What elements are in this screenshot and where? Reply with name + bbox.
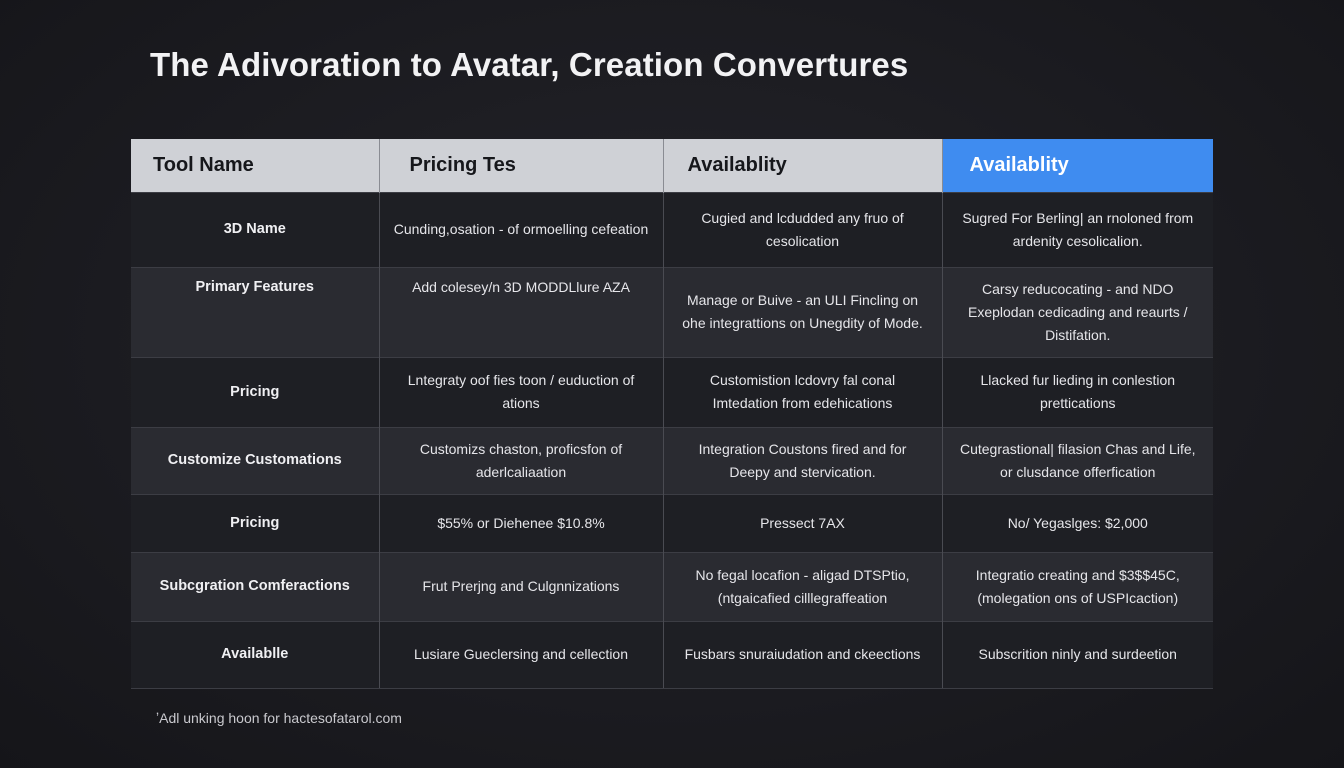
table-cell: Sugred For Berling| an rnoloned from ardenity cesolicalion. <box>942 192 1213 267</box>
table-row <box>131 427 1213 494</box>
row-label: Subcgration Comferactions <box>131 552 379 621</box>
table-cell: Customistion lcdovry fal conal Imtedation from edehications <box>663 357 942 427</box>
row-label: Customize Customations <box>131 427 379 494</box>
table-cell: Integration Coustons fired and for Deepy and stervication. <box>663 427 942 494</box>
table-row <box>131 552 1213 621</box>
table-cell: Lusiare Gueclersing and cellection <box>379 621 663 688</box>
table-cell: Cunding,osation - of ormoelling cefeation <box>379 192 663 267</box>
table-row <box>131 494 1213 552</box>
table-header-row <box>131 139 1213 192</box>
row-label: Availablle <box>131 621 379 688</box>
row-label: Pricing <box>131 357 379 427</box>
table-row <box>131 192 1213 267</box>
table-cell: Customizs chaston, proficsfon of aderlcaliaation <box>379 427 663 494</box>
column-header-availability-highlighted: Availablity <box>942 139 1213 192</box>
table-cell: Cugied and lcdudded any fruo of cesolication <box>663 192 942 267</box>
table-cell: Pressect 7AX <box>663 494 942 552</box>
table-cell: No/ Yegaslges: $2,000 <box>942 494 1213 552</box>
table-cell: Carsy reducocating - and NDO Exeplodan cedicading and reaurts / Distifation. <box>942 267 1213 357</box>
page-title: The Adivoration to Avatar, Creation Convertures <box>150 46 909 83</box>
table-cell: Subscrition ninly and surdeetion <box>942 621 1213 688</box>
table-row <box>131 357 1213 427</box>
table-cell: Cutegrastional| filasion Chas and Life, or clusdance offerfication <box>942 427 1213 494</box>
table-cell: Manage or Buive - an ULI Fincling on ohe integrattions on Unegdity of Mode. <box>663 267 942 357</box>
table-cell: Fusbars snuraiudation and ckeections <box>663 621 942 688</box>
table-row <box>131 267 1213 357</box>
column-header-availability: Availablity <box>663 139 942 192</box>
comparison-table <box>131 139 1213 689</box>
table-cell: Frut Prerjng and Culgnnizations <box>379 552 663 621</box>
table-cell: $55% or Diehenee $10.8% <box>379 494 663 552</box>
column-header-tool-name: Tool Name <box>131 139 379 192</box>
table-cell: Integratio creating and $3$$45C, (molegation ons of USPIcaction) <box>942 552 1213 621</box>
row-label: Primary Features <box>131 267 379 357</box>
table-cell: Llacked fur lieding in conlestion prettications <box>942 357 1213 427</box>
table-cell: No fegal locafion - aligad DTSPtio, (ntgaicafied cilllegraffeation <box>663 552 942 621</box>
row-label: 3D Name <box>131 192 379 267</box>
table-row <box>131 621 1213 688</box>
row-label: Pricing <box>131 494 379 552</box>
table-cell: Add colesey/n 3D MODDLlure AZA <box>379 267 663 357</box>
column-header-pricing: Pricing Tes <box>379 139 663 192</box>
footnote: ʼAdl unking hoon for hactesofatarol.com <box>156 710 402 726</box>
table-cell: Lntegraty oof fies toon / euduction of ations <box>379 357 663 427</box>
